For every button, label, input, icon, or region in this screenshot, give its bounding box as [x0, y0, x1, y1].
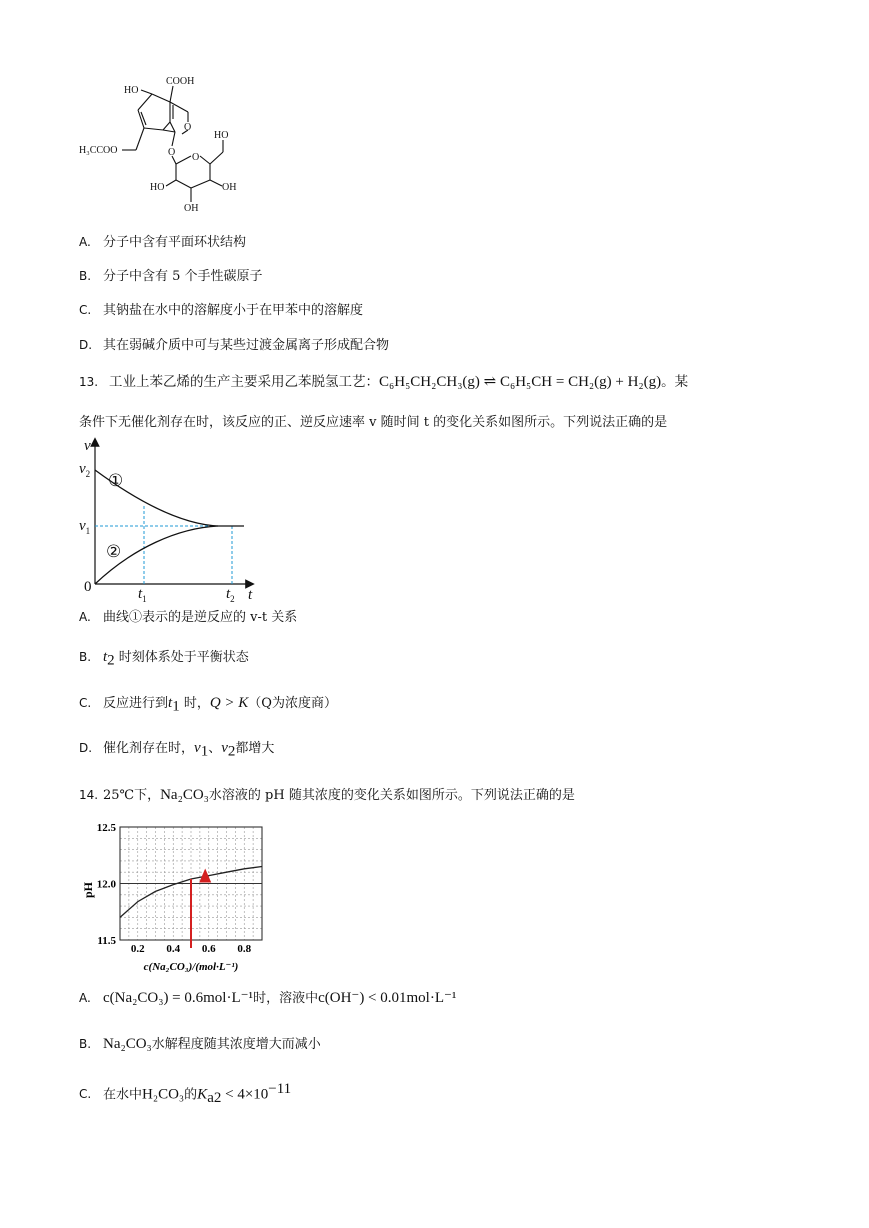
ho-top-label: HO — [124, 85, 139, 96]
y-tick-label: 12.5 — [96, 822, 116, 834]
x-tick-label: 0.2 — [130, 943, 145, 955]
curve-1-label: ① — [108, 471, 124, 490]
q12-option-c[interactable]: C. 其钠盐在水中的溶解度小于在甲苯中的溶解度 — [79, 303, 364, 318]
molecule-structure — [78, 72, 248, 217]
curve-2-label: ② — [106, 542, 122, 561]
vt-chart — [78, 436, 258, 602]
tick-t2: $t_2$ — [226, 586, 235, 602]
tick-v1: $v_1$ — [79, 518, 91, 536]
ph-x-label: c(Na₂CO₃)/(mol·L⁻¹) — [143, 961, 239, 973]
q13-stem-line2: 条件下无催化剂存在时，该反应的正、逆反应速率 v 随时间 t 的变化关系如图所示。下列说法正确的是 — [79, 415, 668, 430]
ph-chart — [78, 818, 268, 978]
tick-v2: $v_2$ — [79, 461, 91, 479]
q13-stem-line1: 13. 工业上苯乙烯的生产主要采用乙苯脱氢工艺：C₆H₅CH₂CH₃(g) ⇌ C₆H₅CH = CH₂(g) + H₂(g)。某 — [79, 374, 689, 390]
tick-t1: $t_1$ — [138, 586, 147, 602]
vt-axis-v: v — [84, 438, 91, 454]
q12-option-d[interactable]: D. 其在弱碱介质中可与某些过渡金属离子形成配合物 — [79, 338, 390, 353]
q14-option-c[interactable]: C. 在水中H₂CO₃的$K_{a2} < 4\times 10^{-11}$ — [79, 1081, 292, 1106]
ester-label: H₃CCOO — [79, 145, 118, 156]
oh-right-label: OH — [222, 182, 237, 193]
y-tick-label: 11.5 — [97, 935, 116, 947]
x-tick-label: 0.6 — [201, 943, 216, 955]
q13-option-d[interactable]: D. 催化剂存在时，$v_1$、$v_2$都增大 — [79, 740, 275, 760]
sugar-o-label: O — [192, 152, 200, 163]
ring-o-label: O — [184, 122, 192, 133]
q13-option-b[interactable]: B. $t_2$ 时刻体系处于平衡状态 — [79, 649, 249, 669]
q12-option-a[interactable]: A. 分子中含有平面环状结构 — [79, 235, 247, 250]
y-tick-label: 12.0 — [96, 878, 116, 891]
q13-equation: C₆H₅CH₂CH₃(g) ⇌ C₆H₅CH = CH₂(g) + H₂(g) — [379, 374, 662, 390]
q13-option-c[interactable]: C. 反应进行到$t_1$ 时，Q > K（Q为浓度商） — [79, 695, 337, 715]
oh-bottom-label: OH — [184, 203, 199, 214]
cooh-label: COOH — [166, 76, 195, 87]
q13-option-a[interactable]: A. 曲线①表示的是逆反应的 v-t 关系 — [79, 610, 298, 625]
x-tick-label: 0.8 — [237, 943, 252, 955]
q14-stem: 14. 25℃下，Na₂CO₃水溶液的 pH 随其浓度的变化关系如图所示。下列说法正确的是 — [79, 787, 575, 803]
vt-origin: 0 — [84, 579, 92, 595]
x-tick-label: 0.4 — [166, 943, 181, 955]
oh-left-label: HO — [150, 182, 165, 193]
q14-option-b[interactable]: B. Na₂CO₃水解程度随其浓度增大而减小 — [79, 1036, 321, 1052]
vt-axis-t: t — [248, 587, 253, 602]
ph-y-label: pH — [81, 881, 95, 899]
glyco-o-label: O — [168, 147, 176, 158]
q12-option-b[interactable]: B. 分子中含有 5 个手性碳原子 — [79, 269, 263, 284]
q14-option-a[interactable]: A. c(Na₂CO₃) = 0.6mol·L⁻¹时，溶液中c(OH⁻) < 0.01mol·L⁻¹ — [79, 990, 457, 1006]
ho-right-label: HO — [214, 130, 229, 141]
